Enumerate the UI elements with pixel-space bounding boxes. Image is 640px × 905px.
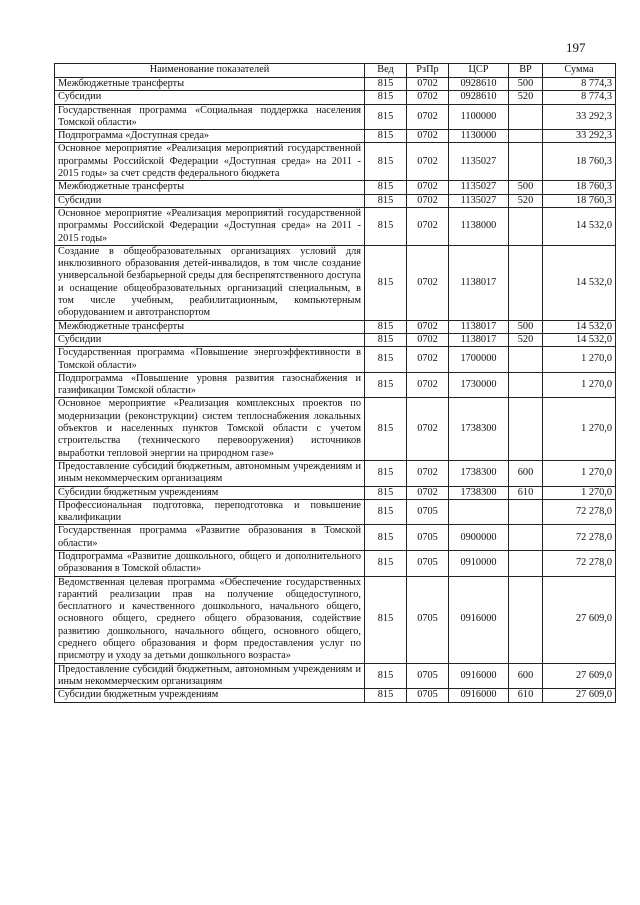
cell-rzpr: 0702: [407, 245, 449, 320]
cell-csr: 0916000: [449, 663, 509, 689]
cell-ved: 815: [365, 245, 407, 320]
cell-rzpr: 0705: [407, 689, 449, 702]
cell-vr: [509, 550, 543, 576]
cell-name: Основное мероприятие «Реализация комплексных проектов по модернизации (реконструкции) систем теплоснабжения локальных объектов и населенных пунктов Томской области с учетом строительства (технического перевооружения) источников выработки тепловой энергии на природном газе»: [55, 398, 365, 460]
cell-csr: 0910000: [449, 550, 509, 576]
cell-name: Государственная программа «Повышение энергоэффективности в Томской области»: [55, 347, 365, 373]
cell-csr: 1135027: [449, 194, 509, 207]
table-body: [55, 78, 616, 703]
table-row: [55, 663, 616, 689]
cell-vr: [509, 104, 543, 130]
cell-ved: 815: [365, 372, 407, 398]
cell-name: Профессиональная подготовка, переподготовка и повышение квалификации: [55, 499, 365, 525]
cell-rzpr: 0702: [407, 320, 449, 333]
cell-rzpr: 0702: [407, 130, 449, 143]
table-row: [55, 320, 616, 333]
cell-name: Субсидии: [55, 333, 365, 346]
table-row: [55, 104, 616, 130]
cell-ved: 815: [365, 460, 407, 486]
cell-csr: 1730000: [449, 372, 509, 398]
cell-name: Основное мероприятие «Реализация мероприятий государственной программы Российской Федерации «Доступная среда» на 2011 - 2015 годы»: [55, 207, 365, 245]
cell-name: Создание в общеобразовательных организациях условий для инклюзивного образования детей-инвалидов, в том числе создание универсальной безбарьерной среды для беспрепятственного доступа и оснащение общеобразовательных организаций специальным, в том числе учебным, реабилитационным, компьютерным оборудованием и автотранспортом: [55, 245, 365, 320]
cell-sum: 1 270,0: [543, 372, 616, 398]
cell-ved: 815: [365, 398, 407, 460]
table-row: [55, 91, 616, 104]
cell-name: Предоставление субсидий бюджетным, автономным учреждениям и иным некоммерческим организациям: [55, 460, 365, 486]
table-row: [55, 130, 616, 143]
cell-csr: 1138017: [449, 245, 509, 320]
cell-csr: 1738300: [449, 460, 509, 486]
cell-vr: 520: [509, 333, 543, 346]
cell-csr: 0916000: [449, 689, 509, 702]
cell-ved: 815: [365, 663, 407, 689]
cell-sum: 18 760,3: [543, 143, 616, 181]
cell-ved: 815: [365, 576, 407, 663]
table-row: [55, 486, 616, 499]
cell-rzpr: 0702: [407, 91, 449, 104]
cell-rzpr: 0702: [407, 78, 449, 91]
cell-ved: 815: [365, 181, 407, 194]
cell-rzpr: 0705: [407, 499, 449, 525]
cell-sum: 8 774,3: [543, 91, 616, 104]
cell-vr: [509, 130, 543, 143]
cell-rzpr: 0705: [407, 663, 449, 689]
cell-name: Подпрограмма «Доступная среда»: [55, 130, 365, 143]
cell-rzpr: 0705: [407, 550, 449, 576]
cell-ved: 815: [365, 499, 407, 525]
cell-csr: 1135027: [449, 143, 509, 181]
table-row: [55, 372, 616, 398]
cell-vr: 500: [509, 78, 543, 91]
cell-name: Государственная программа «Развитие образования в Томской области»: [55, 525, 365, 551]
cell-rzpr: 0702: [407, 486, 449, 499]
table-row: [55, 525, 616, 551]
cell-vr: [509, 499, 543, 525]
cell-sum: 72 278,0: [543, 550, 616, 576]
table-row: [55, 181, 616, 194]
cell-vr: [509, 347, 543, 373]
cell-name: Межбюджетные трансферты: [55, 181, 365, 194]
cell-sum: 33 292,3: [543, 104, 616, 130]
table-row: [55, 333, 616, 346]
header-csr: ЦСР: [449, 64, 509, 78]
cell-sum: 72 278,0: [543, 499, 616, 525]
cell-sum: 1 270,0: [543, 486, 616, 499]
cell-csr: 1738300: [449, 486, 509, 499]
cell-ved: 815: [365, 550, 407, 576]
cell-name: Подпрограмма «Повышение уровня развития газоснабжения и газификации Томской области»: [55, 372, 365, 398]
cell-sum: 18 760,3: [543, 194, 616, 207]
cell-sum: 27 609,0: [543, 576, 616, 663]
cell-rzpr: 0705: [407, 525, 449, 551]
cell-csr: [449, 499, 509, 525]
cell-rzpr: 0705: [407, 576, 449, 663]
header-sum: Сумма: [543, 64, 616, 78]
table-row: [55, 499, 616, 525]
cell-vr: [509, 245, 543, 320]
cell-ved: 815: [365, 104, 407, 130]
cell-vr: 500: [509, 320, 543, 333]
cell-ved: 815: [365, 91, 407, 104]
cell-rzpr: 0702: [407, 372, 449, 398]
cell-name: Межбюджетные трансферты: [55, 320, 365, 333]
cell-ved: 815: [365, 486, 407, 499]
cell-csr: 1138017: [449, 333, 509, 346]
table-row: [55, 245, 616, 320]
cell-name: Субсидии: [55, 91, 365, 104]
cell-sum: 1 270,0: [543, 347, 616, 373]
table-row: [55, 576, 616, 663]
cell-sum: 14 532,0: [543, 245, 616, 320]
cell-csr: 1135027: [449, 181, 509, 194]
cell-vr: 610: [509, 689, 543, 702]
table-row: [55, 78, 616, 91]
cell-vr: [509, 372, 543, 398]
table-header-row: [55, 64, 616, 78]
cell-vr: [509, 207, 543, 245]
cell-name: Основное мероприятие «Реализация мероприятий государственной программы Российской Федерации «Доступная среда» на 2011 - 2015 годы» за счет средств федерального бюджета: [55, 143, 365, 181]
cell-ved: 815: [365, 130, 407, 143]
cell-ved: 815: [365, 78, 407, 91]
table-row: [55, 194, 616, 207]
table-row: [55, 398, 616, 460]
cell-rzpr: 0702: [407, 181, 449, 194]
cell-vr: 520: [509, 194, 543, 207]
cell-sum: 27 609,0: [543, 689, 616, 702]
cell-ved: 815: [365, 689, 407, 702]
cell-csr: 0928610: [449, 91, 509, 104]
cell-sum: 14 532,0: [543, 333, 616, 346]
cell-ved: 815: [365, 194, 407, 207]
cell-csr: 1138017: [449, 320, 509, 333]
cell-name: Межбюджетные трансферты: [55, 78, 365, 91]
table-row: [55, 207, 616, 245]
cell-rzpr: 0702: [407, 194, 449, 207]
header-name: Наименование показателей: [55, 64, 365, 78]
cell-sum: 72 278,0: [543, 525, 616, 551]
cell-vr: 600: [509, 460, 543, 486]
cell-vr: [509, 525, 543, 551]
cell-csr: 0928610: [449, 78, 509, 91]
cell-rzpr: 0702: [407, 460, 449, 486]
cell-rzpr: 0702: [407, 207, 449, 245]
cell-sum: 8 774,3: [543, 78, 616, 91]
header-ved: Вед: [365, 64, 407, 78]
cell-csr: 1700000: [449, 347, 509, 373]
cell-rzpr: 0702: [407, 398, 449, 460]
cell-vr: 600: [509, 663, 543, 689]
cell-csr: 1138000: [449, 207, 509, 245]
cell-ved: 815: [365, 207, 407, 245]
table-row: [55, 143, 616, 181]
cell-sum: 1 270,0: [543, 398, 616, 460]
cell-name: Субсидии: [55, 194, 365, 207]
cell-vr: [509, 398, 543, 460]
cell-name: Государственная программа «Социальная поддержка населения Томской области»: [55, 104, 365, 130]
cell-ved: 815: [365, 333, 407, 346]
cell-rzpr: 0702: [407, 104, 449, 130]
page-number: 197: [566, 40, 586, 55]
cell-sum: 27 609,0: [543, 663, 616, 689]
cell-name: Субсидии бюджетным учреждениям: [55, 486, 365, 499]
cell-csr: 0900000: [449, 525, 509, 551]
cell-sum: 33 292,3: [543, 130, 616, 143]
cell-vr: [509, 143, 543, 181]
cell-sum: 14 532,0: [543, 320, 616, 333]
table-row: [55, 460, 616, 486]
cell-sum: 14 532,0: [543, 207, 616, 245]
cell-name: Субсидии бюджетным учреждениям: [55, 689, 365, 702]
cell-ved: 815: [365, 347, 407, 373]
cell-vr: [509, 576, 543, 663]
cell-name: Подпрограмма «Развитие дошкольного, общего и дополнительного образования в Томской области»: [55, 550, 365, 576]
cell-csr: 0916000: [449, 576, 509, 663]
cell-rzpr: 0702: [407, 333, 449, 346]
cell-ved: 815: [365, 525, 407, 551]
cell-name: Предоставление субсидий бюджетным, автономным учреждениям и иным некоммерческим организациям: [55, 663, 365, 689]
cell-csr: 1738300: [449, 398, 509, 460]
cell-csr: 1100000: [449, 104, 509, 130]
table-row: [55, 550, 616, 576]
table-row: [55, 347, 616, 373]
cell-rzpr: 0702: [407, 347, 449, 373]
cell-sum: 1 270,0: [543, 460, 616, 486]
cell-vr: 500: [509, 181, 543, 194]
cell-vr: 520: [509, 91, 543, 104]
header-rzpr: РзПр: [407, 64, 449, 78]
budget-table: [54, 63, 616, 703]
table-row: [55, 689, 616, 702]
cell-ved: 815: [365, 143, 407, 181]
cell-csr: 1130000: [449, 130, 509, 143]
cell-rzpr: 0702: [407, 143, 449, 181]
header-vr: ВР: [509, 64, 543, 78]
cell-vr: 610: [509, 486, 543, 499]
cell-ved: 815: [365, 320, 407, 333]
cell-sum: 18 760,3: [543, 181, 616, 194]
cell-name: Ведомственная целевая программа «Обеспечение государственных гарантий реализации прав на получение общедоступного, бесплатного и качественного дошкольного, начального общего, основного общего, среднего общего образования, содействие развитию дошкольного, начального общего, основного общего, среднего общего образования и форм предоставления услуг по присмотру и уходу за детьми дошкольного возраста»: [55, 576, 365, 663]
